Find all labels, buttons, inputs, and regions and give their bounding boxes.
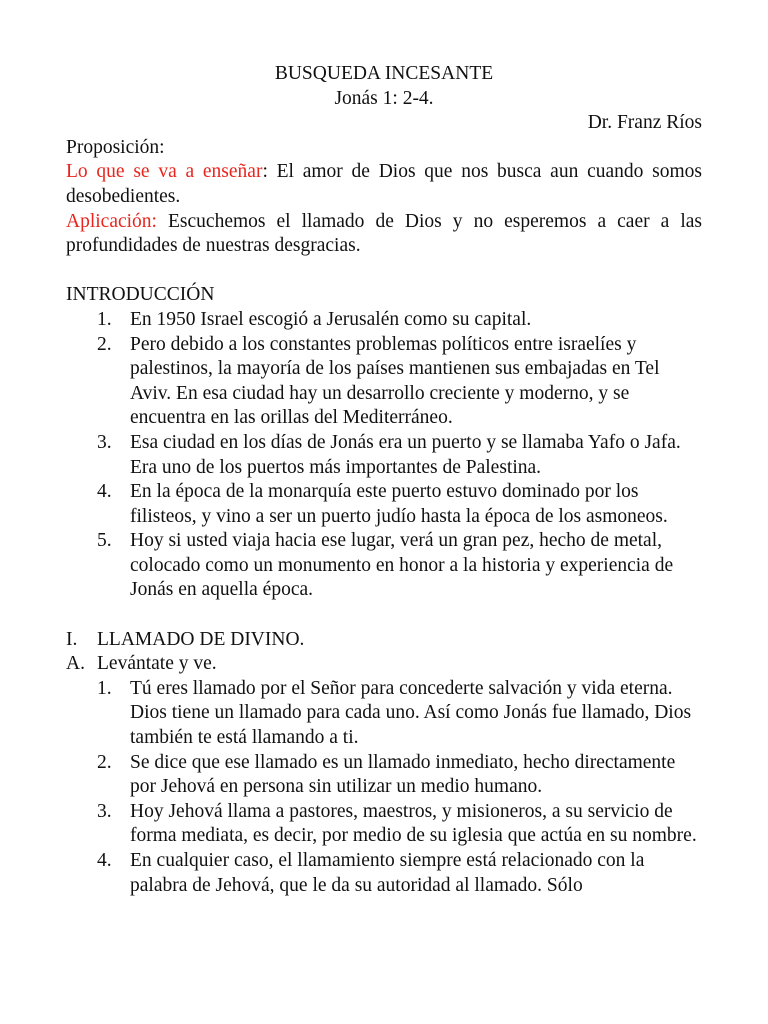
list-item (66, 480, 702, 529)
list-item (66, 333, 702, 431)
author-name: Dr. Franz Ríos (587, 112, 702, 134)
item-text: Tú eres llamado por el Señor para concederte salvación y vida eterna. Dios tiene un llamado para cada uno. Así como Jonás fue llamado, Dios también te está llamando a ti. (130, 677, 692, 749)
item-text: Se dice que ese llamado es un llamado inmediato, hecho directamente por Jehová en persona sin utilizar un medio humano. (130, 751, 676, 798)
document-title: BUSQUEDA INCESANTE (274, 63, 494, 84)
subsection-title: Levántate y ve. (97, 653, 217, 675)
list-item (66, 529, 702, 603)
subsection-heading (66, 652, 702, 677)
proposition-label: Proposición: (66, 136, 165, 158)
item-text: Pero debido a los constantes problemas políticos entre israelíes y palestinos, la mayoría de los países mantienen sus embajadas en Tel Aviv. En esa ciudad hay un desarrollo creciente y moderno, y se encuentra en las orillas del Mediterráneo. (130, 333, 660, 429)
item-number: 1. (97, 308, 112, 330)
spacer (66, 259, 702, 284)
section-heading (66, 628, 702, 653)
teach-label: Lo que se va a enseñar (66, 161, 263, 183)
item-number: 4. (97, 481, 112, 503)
subsection-letter: A. (66, 653, 85, 675)
item-number: 2. (97, 333, 112, 355)
teaching-paragraph (66, 160, 702, 209)
list-item (66, 849, 702, 898)
list-item (66, 677, 702, 751)
scripture-reference: Jonás 1: 2-4. (334, 87, 434, 109)
item-text: Hoy si usted viaja hacia ese lugar, verá un gran pez, hecho de metal, colocado como un monumento en honor a la historia y experiencia de Jonás en aquella época. (130, 530, 674, 601)
item-text: Esa ciudad en los días de Jonás era un puerto y se llamaba Yafo o Jafa. Era uno de los puertos más importantes de Palestina. (130, 431, 681, 478)
document-body (66, 62, 702, 898)
list-item (66, 800, 702, 849)
item-number: 5. (97, 530, 112, 552)
list-item (66, 431, 702, 480)
introduction-list (66, 308, 702, 603)
list-item (66, 308, 702, 333)
item-number: 1. (97, 677, 112, 699)
teach-text: : El amor de Dios que nos busca aun cuando somos desobedientes. (66, 161, 703, 207)
introduction-heading: INTRODUCCIÓN (66, 284, 215, 306)
item-number: 3. (97, 800, 112, 822)
item-text: En 1950 Israel escogió a Jerusalén como su capital. (130, 308, 532, 330)
application-label: Aplicación: (66, 210, 157, 232)
section-number: I. (66, 628, 78, 650)
list-item (66, 751, 702, 800)
item-text: En la época de la monarquía este puerto estuvo dominado por los filisteos, y vino a ser un puerto judío hasta la época de los asmoneos. (130, 481, 668, 527)
spacer (66, 603, 702, 628)
application-text: Escuchemos el llamado de Dios y no esperemos a caer a las profundidades de nuestras desgracias. (66, 210, 702, 257)
item-number: 2. (97, 751, 112, 773)
item-text: Hoy Jehová llama a pastores, maestros, y misioneros, a su servicio de forma mediata, es decir, por medio de su iglesia que actúa en su nombre. (130, 800, 697, 847)
section-title: LLAMADO DE DIVINO. (97, 628, 305, 650)
item-text: En cualquier caso, el llamamiento siempre está relacionado con la palabra de Jehová, que le da su autoridad al llamado. Sólo (130, 850, 645, 896)
item-number: 3. (97, 431, 112, 453)
section-list (66, 677, 702, 898)
application-paragraph (66, 210, 702, 259)
item-number: 4. (97, 850, 112, 871)
